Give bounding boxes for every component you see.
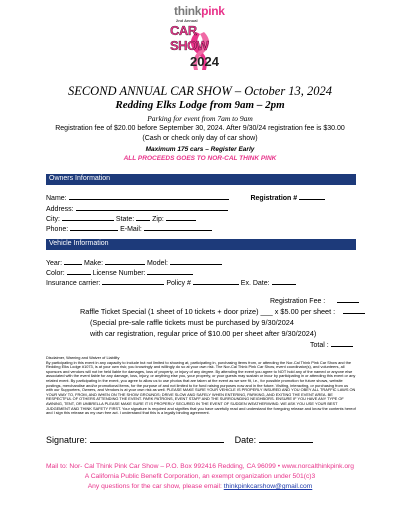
owners-section-rule — [46, 184, 356, 185]
model-label: Model: — [146, 260, 168, 267]
payment-info: (Cash or check only day of car show) — [142, 135, 258, 142]
raffle-row — [80, 307, 365, 316]
address-field[interactable] — [76, 204, 228, 211]
license-field[interactable] — [147, 268, 193, 275]
raffle-total-field[interactable] — [343, 307, 365, 314]
name-label: Name: — [46, 195, 67, 202]
make-label: Make: — [84, 260, 104, 267]
zip-field[interactable] — [166, 214, 196, 221]
max-cars-info: Maximum 175 cars – Register Early — [145, 146, 255, 153]
exdate-label: Ex. Date: — [240, 280, 270, 287]
phone-field[interactable] — [70, 224, 118, 231]
color-field[interactable] — [67, 268, 91, 275]
think-pink-car-show-logo — [168, 4, 232, 72]
name-field[interactable] — [69, 193, 229, 200]
owner-city-row — [46, 214, 196, 223]
exdate-field[interactable] — [272, 278, 296, 285]
vehicle-color-row — [46, 268, 193, 277]
vehicle-year-row — [46, 258, 222, 267]
vehicle-insurance-row — [46, 278, 296, 287]
total-label: Total : — [310, 342, 329, 349]
event-title: SECOND ANNUAL CAR SHOW – October 13, 2024 — [67, 84, 333, 98]
mail-to-line: Mail to: Nor- Cal Think Pink Car Show – P.O. Box 992416 Redding, CA 96099 • www.norcalthinkpink.org — [45, 463, 355, 470]
signature-field[interactable] — [90, 434, 224, 443]
year-label: Year: — [46, 260, 63, 267]
make-field[interactable] — [105, 258, 145, 265]
phone-label: Phone: — [46, 226, 69, 233]
owner-name-row — [46, 193, 325, 202]
proceeds-info: ALL PROCEEDS GOES TO NOR-CAL THINK PINK — [123, 155, 277, 162]
disclaimer-block — [46, 356, 356, 416]
registration-number-field[interactable] — [299, 193, 325, 200]
city-field[interactable] — [62, 214, 114, 221]
signature-label: Signature: — [46, 435, 88, 445]
address-label: Address: — [46, 206, 74, 213]
vehicle-section-header: Vehicle Information — [46, 239, 356, 249]
city-label: City: — [46, 216, 60, 223]
registration-fee-info: Registration fee of $20.00 before September 30, 2024. After 9/30/24 registration fee is $30.00 — [55, 125, 345, 132]
logo-second-annual: 2nd Annual — [176, 18, 198, 23]
event-location: Redding Elks Lodge from 9am – 2pm — [115, 99, 285, 111]
total-field[interactable] — [331, 340, 353, 347]
state-field[interactable] — [136, 214, 150, 221]
disclaimer-heading: Disclaimer, Warning and Waiver of Liability — [46, 355, 120, 360]
email-label: E-Mail: — [120, 226, 142, 233]
year-field[interactable] — [64, 258, 82, 265]
registration-fee-field[interactable] — [337, 296, 359, 303]
insurance-label: Insurance carrier: — [46, 280, 101, 287]
vehicle-section-rule — [46, 249, 356, 250]
total-row — [310, 340, 353, 349]
policy-field[interactable] — [193, 278, 239, 285]
color-label: Color: — [46, 270, 65, 277]
disclaimer-body: By participating in this event in any capacity to include but not limited to showing at, participating in, purchasing items from, or attending the Nor-Cal Think Pink Car Show and the Redding Elks Lodge #1073, is at your own risk; you knowingly and willingly do so at your own risk. The Nor-Cal Think Pink Car Show, event coordinator(s), and volunteers, all sponsors and vendors will not be held liable for damages, loss of property, or injury of any degree. By attending the event you agree to NOT hold any of the named or anyone else associated with the event liable for any damage, loss, injury, or anything else you, your property, or your guests may sustain or incur by participating in or attending this event or any related event. By participating in the event, you agree to allow us to use photos that are taken at the event as we see fit, i.e., for possible promotion for future shows, website postings, merchandise and/or promotional items, for the purpose of and not limited to for fund raising purposes now and in the future. Visiting, interacting, or purchasing from us with our Supporters, Owners, and Vendors is at your own risk as well. PLEASE MAKE SURE YOUR VEHICLE IS PROPERLY INSURED AND YOU OBEY ALL TRAFFIC LAWS ON YOUR WAY TO, FROM, AND WHEN ON THE SHOW GROUNDS; DRIVE SLOW AND SAFELY WHEN ENTERING, PARKING, AND EXITING THE EVENT AREA. BE RESPECTFUL OF OTHERS ATTENDING THE EVENT. PARK PATRONS, EVENT STAFF AND THE SURROUNDING NEIGHBORS. ENSURE IF YOU HAVE ANY TYPE OF AWNING, TENT, OR UMBRELLA PLEASE MAKE SURE IT IS PROPERLY SECURED IN THE EVENT OF SUDDEN WEATHER/WIND. WE ASK YOU USE YOUR BEST JUDGEMENT AND THINK SAFETY FIRST. Your signature is required and signifies that you have carefully read and understand the foregoing release and know the contents hereof and I sign this release as my own free act. I understand that this is a legally binding agreement. — [46, 359, 356, 416]
registration-fee-row — [270, 296, 359, 305]
date-field[interactable] — [259, 434, 313, 443]
registration-number-label: Registration # — [250, 195, 298, 202]
email-field[interactable] — [144, 224, 212, 231]
registration-fee-label: Registration Fee : — [270, 298, 326, 305]
signature-row — [46, 434, 313, 445]
model-field[interactable] — [170, 258, 222, 265]
insurance-field[interactable] — [102, 278, 164, 285]
logo-car-show: CAR SHOW — [170, 23, 209, 53]
presale-note: (Special pre-sale raffle tickets must be purchased by 9/30/2024 — [90, 318, 294, 327]
logo-year: 2024 — [190, 54, 219, 69]
license-label: License Number: — [92, 270, 146, 277]
owner-phone-row — [46, 224, 212, 233]
date-label: Date: — [234, 435, 257, 445]
state-label: State: — [115, 216, 135, 223]
parking-info: Parking for event from 7am to 9am — [147, 114, 253, 123]
raffle-label: Raffle Ticket Special (1 sheet of 10 tickets + door prize) ___ x $5.00 per sheet : — [80, 307, 336, 316]
logo-think-text: thinkpink — [174, 4, 225, 18]
questions-line — [0, 483, 400, 490]
nonprofit-line: A California Public Benefit Corporation, an exempt organization under 501(c)3 — [84, 473, 316, 480]
zip-label: Zip: — [152, 216, 164, 223]
owner-address-row — [46, 204, 228, 213]
presale-price-note: with car registration, regular price of $10.00 per sheet after 9/30/2024) — [90, 329, 317, 338]
policy-label: Policy # — [166, 280, 191, 287]
questions-prefix: Any questions for the car show, please email: — [87, 483, 224, 490]
contact-email-link[interactable]: thinkpinkcarshow@gmail.com — [223, 483, 313, 490]
owners-section-header: Owners Information — [46, 174, 356, 184]
